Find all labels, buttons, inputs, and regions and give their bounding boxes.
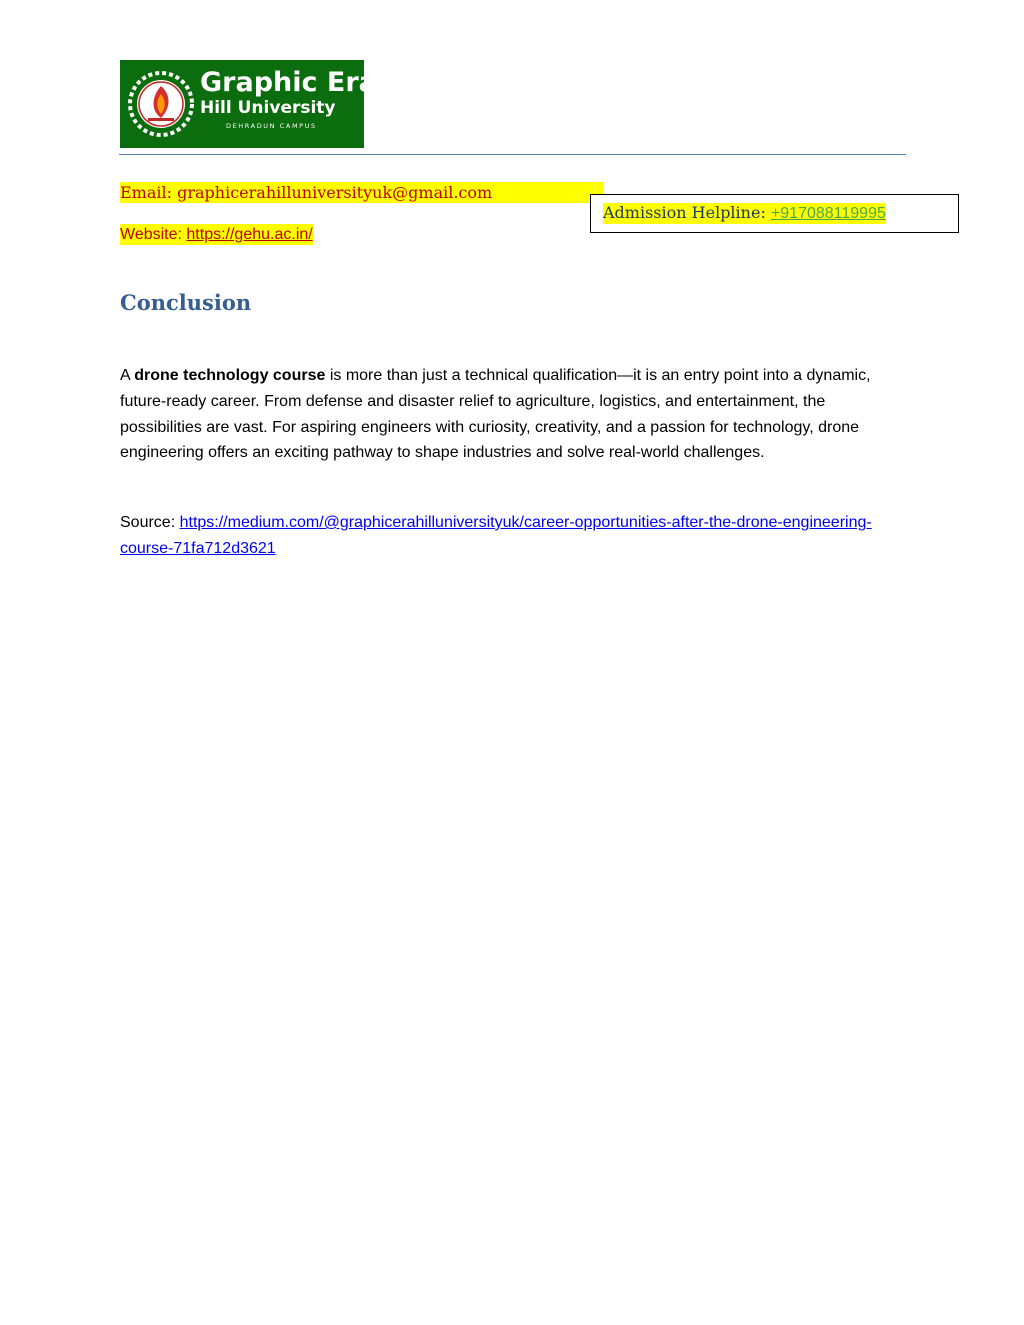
logo-name-line1: Graphic Era [200,67,377,98]
paragraph-bold-term: drone technology course [134,367,326,384]
source-label: Source: [120,514,180,531]
header-divider [119,154,906,155]
university-logo [120,60,377,148]
admission-helpline-box [590,194,959,233]
logo-subtitle: DEHRADUN CAMPUS [226,122,317,130]
university-emblem-icon [126,66,196,142]
paragraph-prefix: A [120,367,135,384]
email-contact: Email: graphicerahilluniversityuk@gmail.com [120,182,603,203]
section-heading: Conclusion [120,290,252,315]
website-label: Website: [120,226,187,243]
logo-name-line2: Hill University [200,98,336,118]
website-contact [120,224,313,245]
source-link[interactable]: https://medium.com/@graphicerahilluniversityuk/career-opportunities-after-the-drone-engineering-course-71fa712d3621 [120,514,872,557]
helpline-phone-link[interactable]: +917088119995 [770,205,886,222]
paragraph-body: is more than just a technical qualification—it is an entry point into a dynamic, future-ready career. From defense and disaster relief to agriculture, logistics, and entertainment, the possibilities are vast. For aspiring engineers with curiosity, creativity, and a passion for technology, drone engineering offers an exciting pathway to shape industries and solve real-world challenges. [120,367,871,462]
helpline-text [603,203,886,224]
conclusion-paragraph [120,363,900,466]
website-link[interactable]: https://gehu.ac.in/ [186,226,313,243]
helpline-label: Admission Helpline: [603,203,771,222]
source-line [120,510,900,562]
